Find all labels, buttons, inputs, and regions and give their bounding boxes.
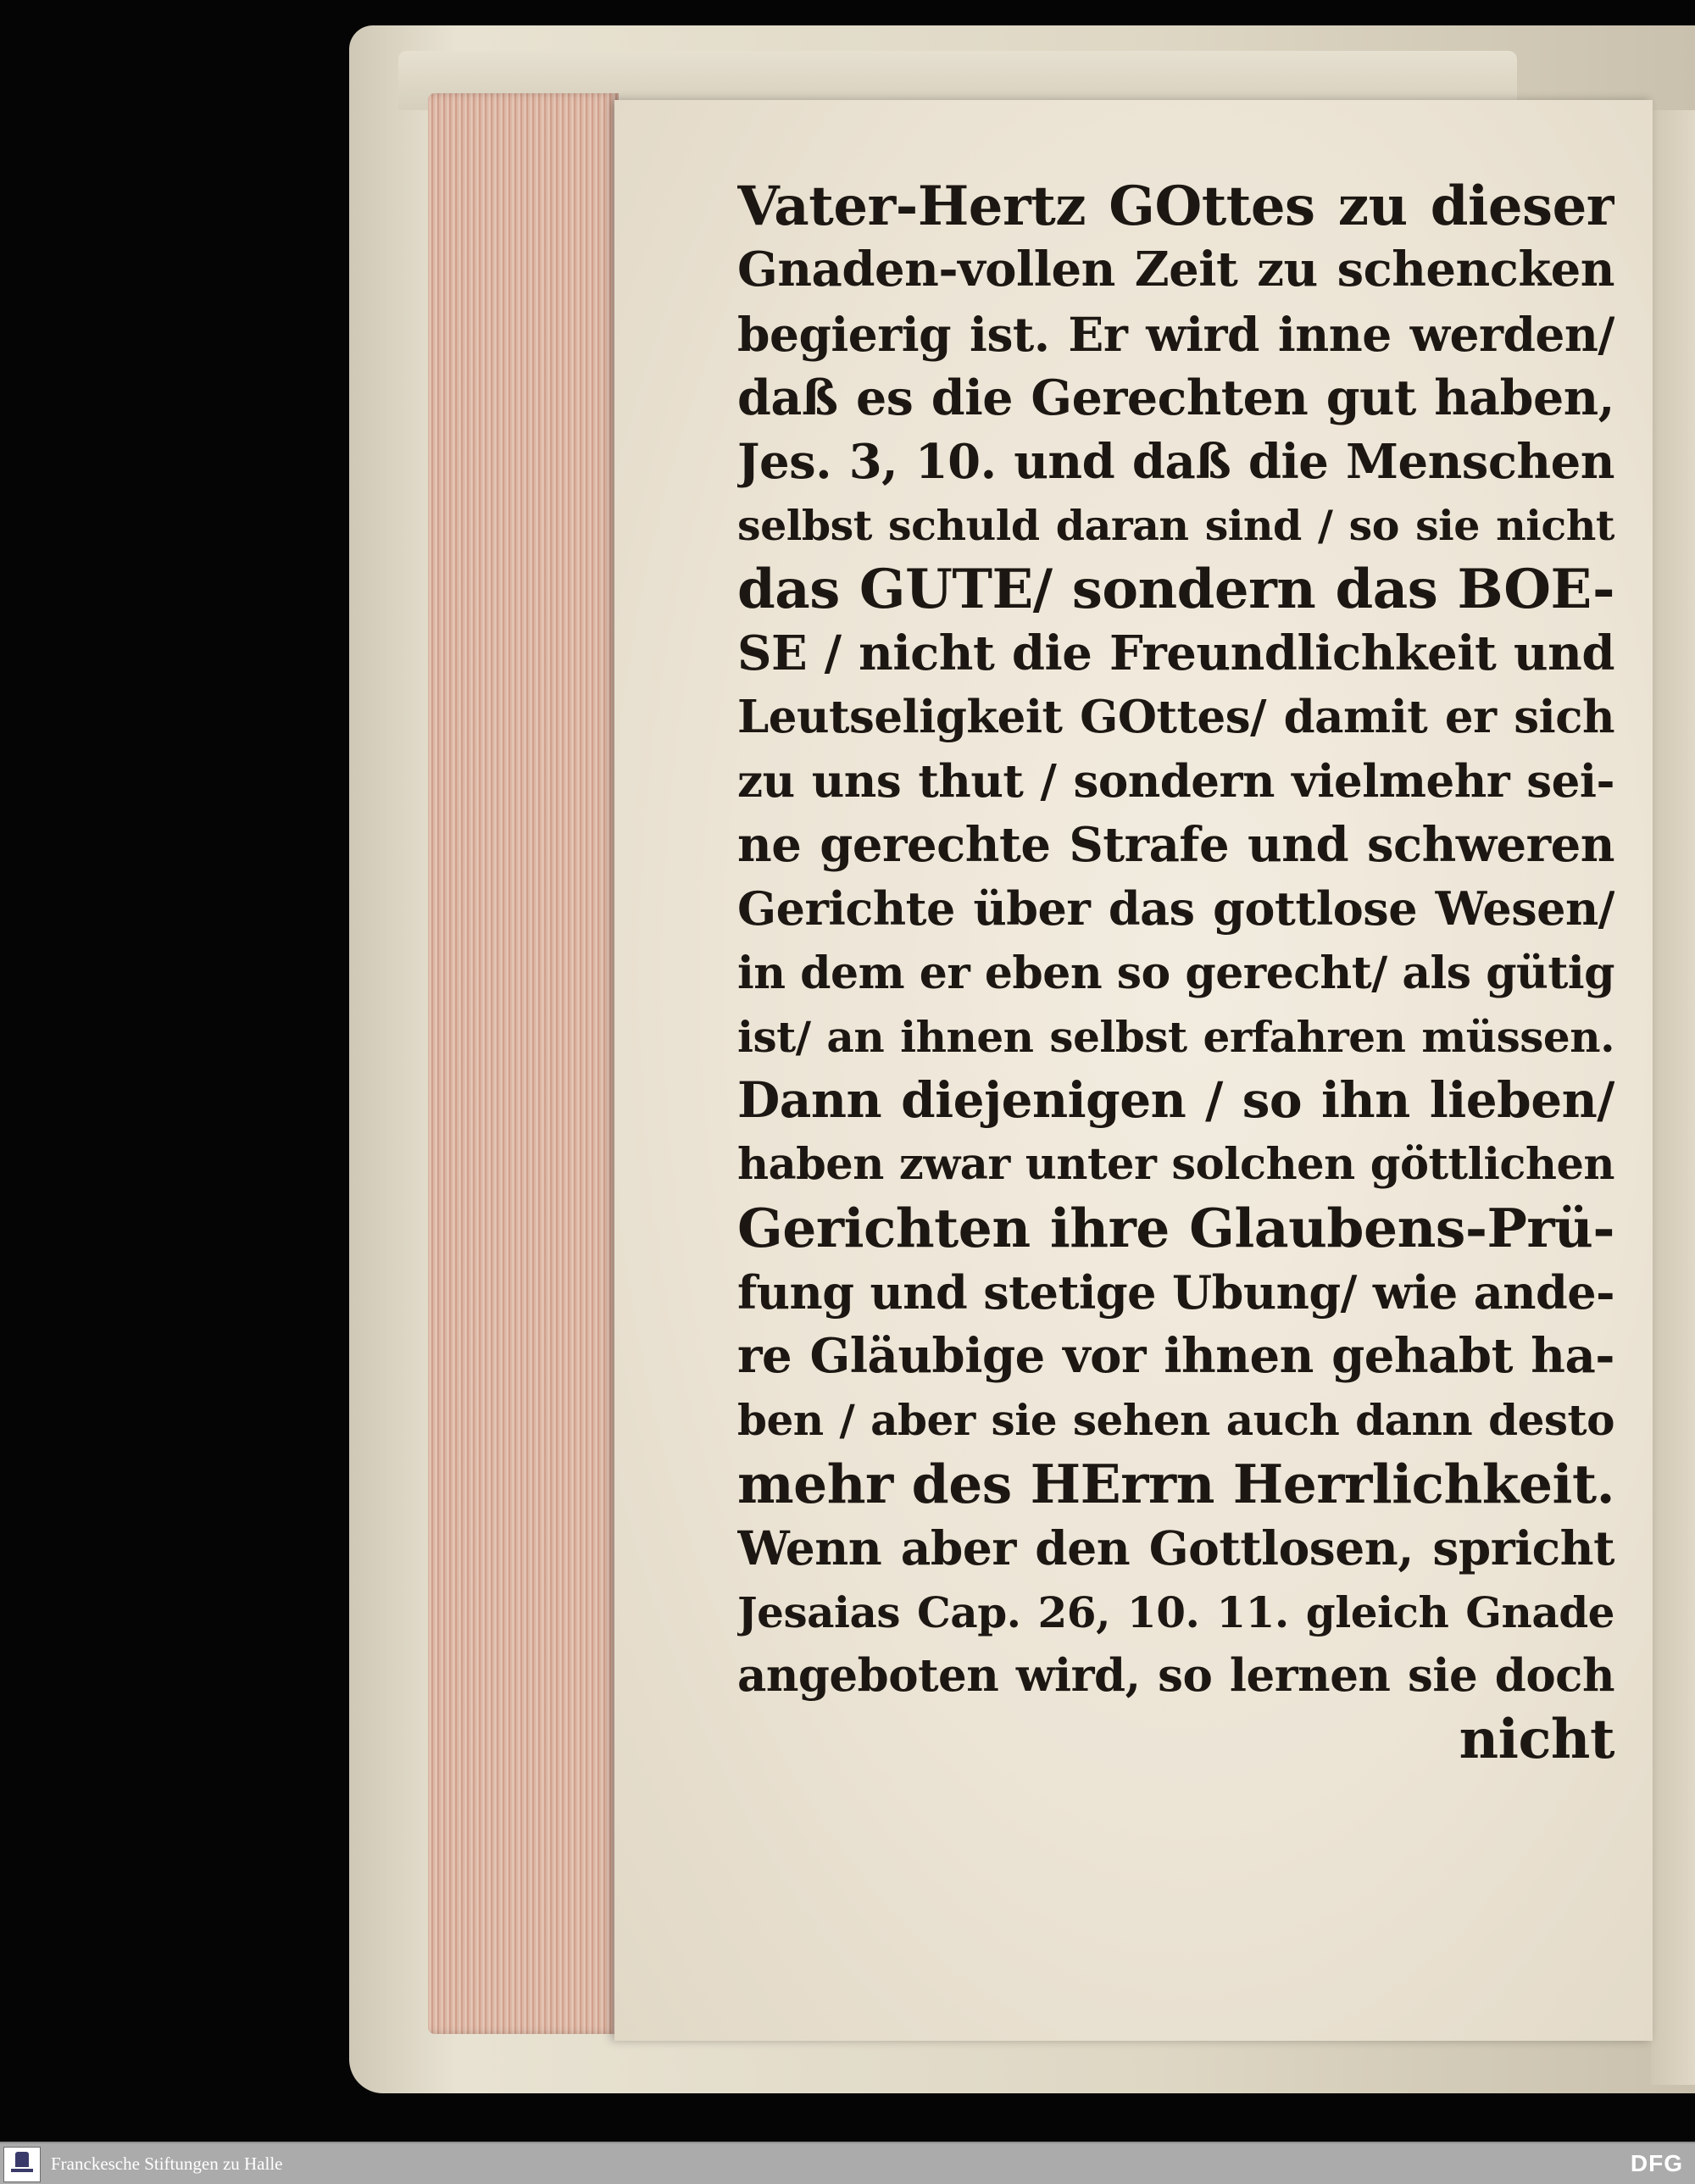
- page-text: [737, 175, 1614, 1772]
- text-line: re Gläubige vor ihnen gehabt ha-: [737, 1328, 1614, 1385]
- text-line: Gnaden-vollen Zeit zu schencken: [737, 242, 1614, 298]
- text-line: selbst schuld daran sind / so sie nicht: [737, 500, 1614, 550]
- text-line: daß es die Gerechten gut haben,: [737, 370, 1614, 427]
- text-line: Jes. 3, 10. und daß die Menschen: [737, 433, 1614, 490]
- text-line: haben zwar unter solchen göttlichen: [737, 1138, 1614, 1190]
- catchword: nicht: [1459, 1708, 1614, 1772]
- text-line: Vater-Hertz GOttes zu dieser: [737, 175, 1614, 238]
- text-line: Gerichte über das gottlose Wesen/: [737, 881, 1614, 936]
- institution-logo-icon[interactable]: [3, 2147, 41, 2182]
- text-line: zu uns thut / sondern vielmehr sei-: [737, 754, 1614, 808]
- text-line: das GUTE/ sondern das BOE-: [737, 558, 1614, 622]
- text-line: ben / aber sie sehen auch dann desto: [737, 1395, 1614, 1446]
- text-line: Gerichten ihre Glaubens-Prü-: [737, 1197, 1614, 1260]
- owner-label: Franckesche Stiftungen zu Halle: [51, 2153, 283, 2174]
- adjacent-leaf: [1651, 110, 1695, 2085]
- footer-bar: [0, 2142, 1695, 2184]
- text-line: Wenn aber den Gottlosen, spricht: [737, 1520, 1614, 1576]
- text-line: angeboten wird, so lernen sie doch: [737, 1648, 1614, 1702]
- text-line: fung und stetige Ubung/ wie ande-: [737, 1264, 1614, 1320]
- text-line: SE / nicht die Freundlichkeit und: [737, 625, 1614, 681]
- text-line: mehr des HErrn Herrlichkeit.: [737, 1452, 1614, 1515]
- printed-page: [614, 100, 1653, 2041]
- text-line: begierig ist. Er wird inne werden/: [737, 306, 1614, 362]
- text-line: Jesaias Cap. 26, 10. 11. gleich Gnade: [737, 1587, 1614, 1637]
- text-line: in dem er eben so gerecht/ als gütig: [737, 947, 1614, 999]
- text-line: Leutseligkeit GOttes/ damit er sich: [737, 691, 1614, 744]
- text-line: Dann diejenigen / so ihn lieben/: [737, 1071, 1614, 1130]
- dfg-logo: DFG: [1630, 2150, 1683, 2176]
- text-line: ne gerechte Strafe und schweren: [737, 816, 1614, 873]
- text-line: ist/ an ihnen selbst erfahren müssen.: [737, 1012, 1614, 1063]
- page-block-edges: [428, 93, 619, 2034]
